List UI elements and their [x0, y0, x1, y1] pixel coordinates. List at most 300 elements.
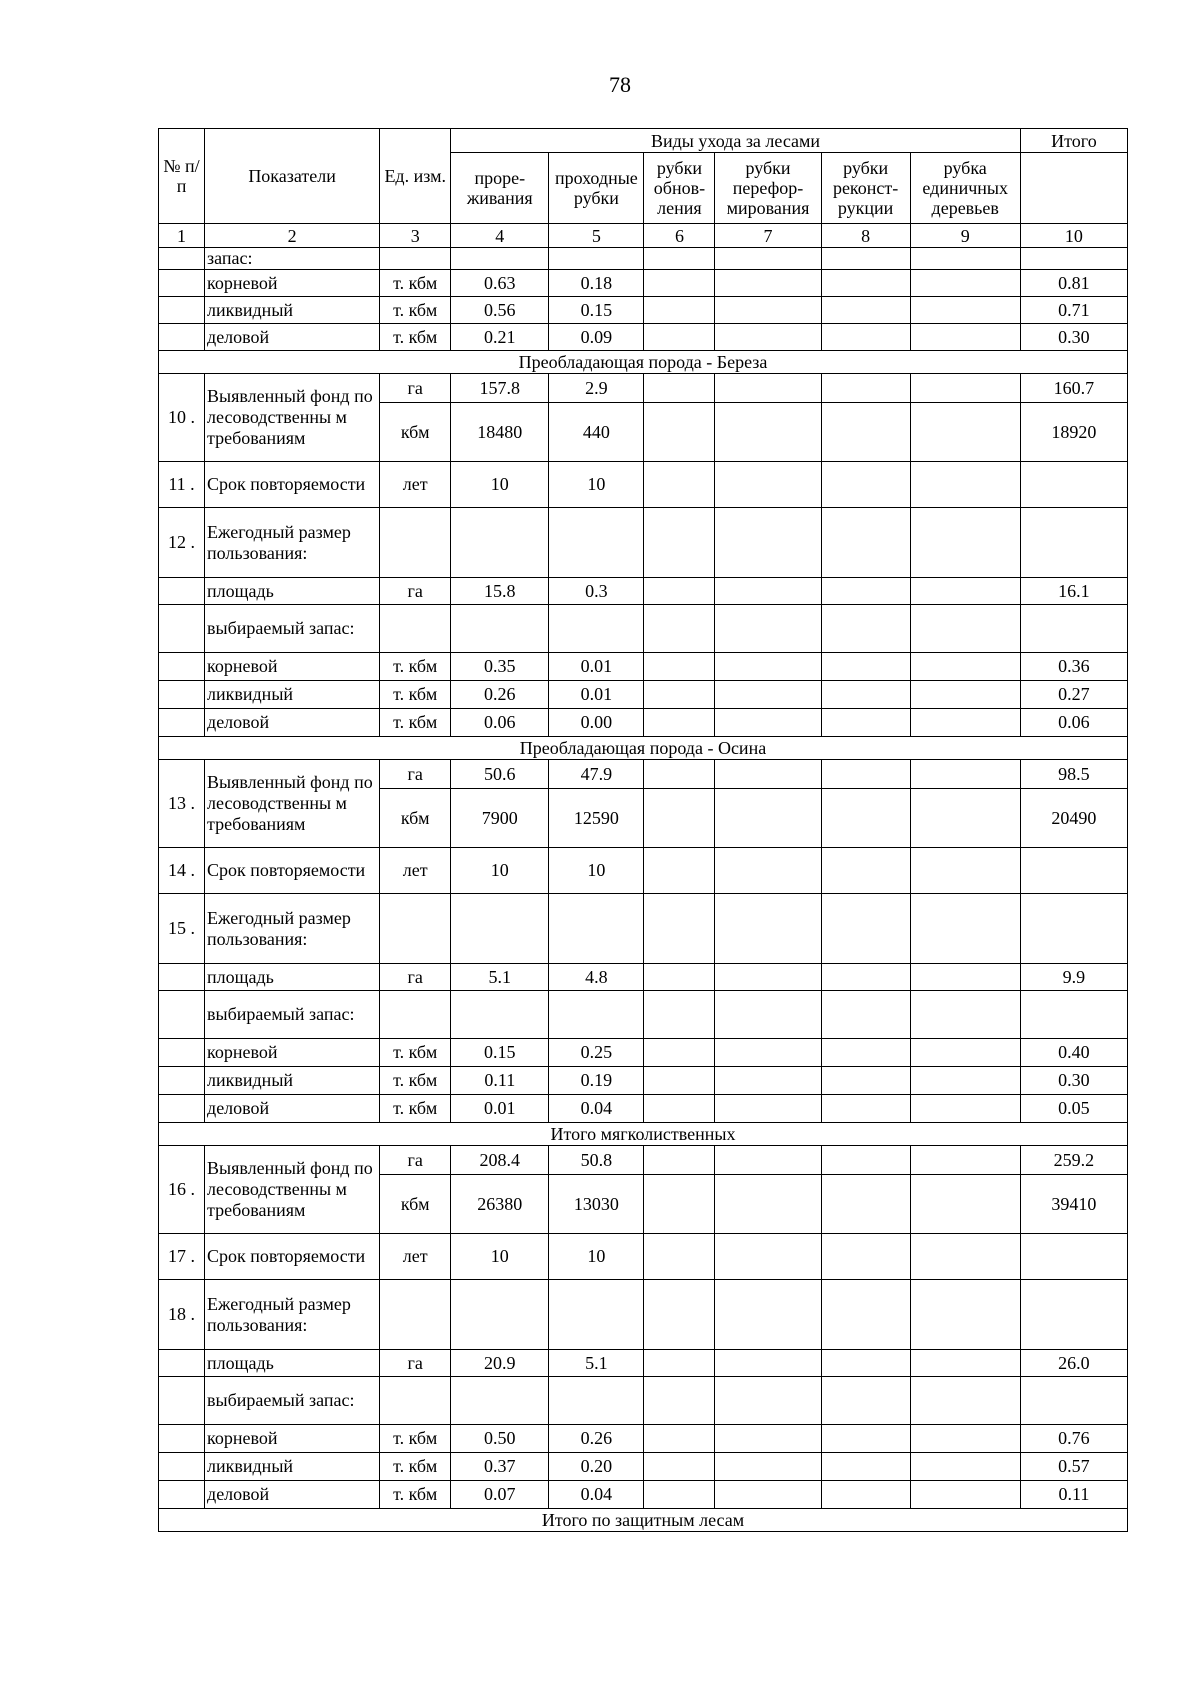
row-number-cell: 12 . — [159, 508, 205, 578]
empty-cell — [715, 848, 821, 894]
empty-cell — [644, 653, 715, 681]
value-passage-cutting: 47.9 — [549, 760, 644, 789]
header-type-1 — [451, 153, 549, 224]
empty-cell — [644, 1095, 715, 1123]
value-passage-cutting: 2.9 — [549, 374, 644, 403]
header-type-line: проходные — [554, 168, 638, 188]
unit-cell: т. кбм — [380, 653, 451, 681]
value-passage-cutting: 5.1 — [549, 1350, 644, 1377]
row-number-cell — [159, 964, 205, 991]
empty-cell — [821, 1280, 910, 1350]
empty-cell — [910, 653, 1020, 681]
header-type-line: рубка — [943, 158, 987, 178]
indicator-label: деловой — [205, 1095, 380, 1123]
empty-cell — [1020, 894, 1127, 964]
empty-cell — [821, 681, 910, 709]
unit-cell: т. кбм — [380, 1039, 451, 1067]
empty-cell — [910, 1377, 1020, 1425]
empty-cell — [644, 681, 715, 709]
column-number: 1 — [159, 224, 205, 248]
table-row — [159, 709, 1128, 737]
table-row — [159, 1123, 1128, 1146]
empty-cell — [644, 578, 715, 605]
value-total: 9.9 — [1020, 964, 1127, 991]
empty-cell — [644, 1280, 715, 1350]
empty-cell — [549, 1280, 644, 1350]
column-number: 6 — [644, 224, 715, 248]
empty-cell — [644, 1067, 715, 1095]
empty-cell — [715, 248, 821, 270]
unit-cell: га — [380, 578, 451, 605]
table-row — [159, 248, 1128, 270]
empty-cell — [644, 374, 715, 403]
header-type-2 — [549, 153, 644, 224]
empty-cell — [910, 1067, 1020, 1095]
empty-cell — [910, 1425, 1020, 1453]
empty-cell — [1020, 508, 1127, 578]
header-type-line: единичных — [922, 178, 1009, 198]
empty-cell — [715, 1234, 821, 1280]
value-thinning: 18480 — [451, 403, 549, 462]
unit-cell: лет — [380, 462, 451, 508]
unit-cell: т. кбм — [380, 1453, 451, 1481]
value-total: 0.06 — [1020, 709, 1127, 737]
empty-cell — [451, 605, 549, 653]
empty-cell — [715, 324, 821, 351]
header-type-line: мирования — [726, 198, 810, 218]
value-passage-cutting: 50.8 — [549, 1146, 644, 1175]
empty-cell — [1020, 1234, 1127, 1280]
indicator-label: площадь — [205, 1350, 380, 1377]
header-type-6 — [910, 153, 1020, 224]
indicator-label: ликвидный — [205, 297, 380, 324]
value-total: 39410 — [1020, 1175, 1127, 1234]
empty-cell — [715, 1453, 821, 1481]
column-number: 5 — [549, 224, 644, 248]
empty-cell — [715, 789, 821, 848]
value-passage-cutting: 4.8 — [549, 964, 644, 991]
row-number-cell — [159, 1425, 205, 1453]
empty-cell — [451, 991, 549, 1039]
unit-cell: т. кбм — [380, 1095, 451, 1123]
empty-cell — [910, 991, 1020, 1039]
empty-cell — [910, 789, 1020, 848]
value-thinning: 5.1 — [451, 964, 549, 991]
table-row — [159, 991, 1128, 1039]
empty-cell — [644, 1146, 715, 1175]
table-row — [159, 270, 1128, 297]
empty-cell — [821, 1481, 910, 1509]
unit-cell: кбм — [380, 1175, 451, 1234]
empty-cell — [715, 403, 821, 462]
value-thinning: 0.63 — [451, 270, 549, 297]
value-thinning: 10 — [451, 462, 549, 508]
value-total: 0.11 — [1020, 1481, 1127, 1509]
empty-cell — [821, 1039, 910, 1067]
header-total: Итого — [1020, 129, 1127, 153]
indicator-label: Срок повторяемости — [205, 1234, 380, 1280]
value-passage-cutting: 10 — [549, 462, 644, 508]
empty-cell — [451, 508, 549, 578]
empty-cell — [910, 1095, 1020, 1123]
indicator-label: площадь — [205, 964, 380, 991]
section-title: Преобладающая порода - Осина — [159, 737, 1128, 760]
empty-cell — [821, 403, 910, 462]
value-total: 0.30 — [1020, 324, 1127, 351]
indicator-label: Выявленный фонд по лесоводственны м требованиям — [205, 374, 380, 462]
row-number-cell: 15 . — [159, 894, 205, 964]
empty-cell — [715, 1377, 821, 1425]
unit-cell: т. кбм — [380, 270, 451, 297]
table-row — [159, 508, 1128, 578]
row-number-cell — [159, 681, 205, 709]
value-thinning: 10 — [451, 1234, 549, 1280]
empty-cell — [644, 789, 715, 848]
empty-cell — [644, 1039, 715, 1067]
column-number: 9 — [910, 224, 1020, 248]
empty-cell — [821, 297, 910, 324]
unit-cell: кбм — [380, 789, 451, 848]
header-indicators: Показатели — [205, 129, 380, 224]
header-type-line: ления — [657, 198, 702, 218]
indicator-label: Ежегодный размер пользования: — [205, 1280, 380, 1350]
indicator-label: Срок повторяемости — [205, 462, 380, 508]
indicator-label: корневой — [205, 1425, 380, 1453]
empty-cell — [380, 991, 451, 1039]
empty-cell — [821, 709, 910, 737]
unit-cell: га — [380, 374, 451, 403]
header-type-line: деревьев — [931, 198, 999, 218]
empty-cell — [644, 270, 715, 297]
table-row — [159, 1234, 1128, 1280]
empty-cell — [910, 1234, 1020, 1280]
value-passage-cutting: 0.00 — [549, 709, 644, 737]
empty-cell — [715, 270, 821, 297]
empty-cell — [821, 1146, 910, 1175]
section-title: Итого по защитным лесам — [159, 1509, 1128, 1532]
value-thinning: 15.8 — [451, 578, 549, 605]
empty-cell — [910, 270, 1020, 297]
indicator-label: корневой — [205, 653, 380, 681]
empty-cell — [644, 297, 715, 324]
header-type-line: рукции — [837, 198, 894, 218]
indicator-label: ликвидный — [205, 1453, 380, 1481]
empty-cell — [715, 991, 821, 1039]
empty-cell — [644, 1175, 715, 1234]
empty-cell — [549, 1377, 644, 1425]
value-thinning: 0.01 — [451, 1095, 549, 1123]
empty-cell — [644, 605, 715, 653]
empty-cell — [380, 894, 451, 964]
empty-cell — [644, 760, 715, 789]
column-number: 4 — [451, 224, 549, 248]
empty-cell — [910, 894, 1020, 964]
table-row — [159, 578, 1128, 605]
empty-cell — [821, 760, 910, 789]
empty-cell — [821, 1175, 910, 1234]
empty-cell — [910, 1039, 1020, 1067]
section-title: Итого мягколиственных — [159, 1123, 1128, 1146]
value-thinning: 0.11 — [451, 1067, 549, 1095]
empty-cell — [821, 1453, 910, 1481]
indicator-label: корневой — [205, 270, 380, 297]
empty-cell — [715, 297, 821, 324]
table-row — [159, 374, 1128, 403]
table-row — [159, 1039, 1128, 1067]
row-number-cell — [159, 1453, 205, 1481]
row-number-cell — [159, 1095, 205, 1123]
table-row — [159, 1509, 1128, 1532]
table-row — [159, 894, 1128, 964]
row-number-cell: 16 . — [159, 1146, 205, 1234]
empty-cell — [644, 324, 715, 351]
value-thinning: 0.21 — [451, 324, 549, 351]
empty-cell — [910, 1453, 1020, 1481]
empty-cell — [715, 1067, 821, 1095]
value-total: 98.5 — [1020, 760, 1127, 789]
indicator-label: Ежегодный размер пользования: — [205, 894, 380, 964]
empty-cell — [821, 324, 910, 351]
value-passage-cutting: 0.01 — [549, 681, 644, 709]
indicator-label: корневой — [205, 1039, 380, 1067]
empty-cell — [549, 991, 644, 1039]
value-passage-cutting: 440 — [549, 403, 644, 462]
empty-cell — [380, 248, 451, 270]
empty-cell — [910, 248, 1020, 270]
table-row — [159, 1425, 1128, 1453]
row-number-cell: 14 . — [159, 848, 205, 894]
indicator-label: ликвидный — [205, 681, 380, 709]
value-thinning: 0.35 — [451, 653, 549, 681]
empty-cell — [380, 605, 451, 653]
row-number-cell: 18 . — [159, 1280, 205, 1350]
header-type-line: перефор- — [732, 178, 804, 198]
row-number-cell — [159, 1067, 205, 1095]
value-total: 0.05 — [1020, 1095, 1127, 1123]
header-type-line: живания — [466, 188, 533, 208]
value-thinning: 20.9 — [451, 1350, 549, 1377]
value-total: 160.7 — [1020, 374, 1127, 403]
header-total-blank — [1020, 153, 1127, 224]
empty-cell — [715, 462, 821, 508]
table-row — [159, 1350, 1128, 1377]
row-number-cell: 11 . — [159, 462, 205, 508]
indicator-label: Срок повторяемости — [205, 848, 380, 894]
empty-cell — [380, 508, 451, 578]
empty-cell — [380, 1377, 451, 1425]
empty-cell — [1020, 462, 1127, 508]
section-title: Преобладающая порода - Береза — [159, 351, 1128, 374]
empty-cell — [910, 297, 1020, 324]
value-thinning: 0.15 — [451, 1039, 549, 1067]
empty-cell — [821, 248, 910, 270]
value-thinning: 50.6 — [451, 760, 549, 789]
empty-cell — [910, 1280, 1020, 1350]
empty-cell — [910, 964, 1020, 991]
empty-cell — [910, 605, 1020, 653]
empty-cell — [644, 248, 715, 270]
empty-cell — [715, 1481, 821, 1509]
value-passage-cutting: 0.18 — [549, 270, 644, 297]
unit-cell: т. кбм — [380, 1425, 451, 1453]
row-number-cell — [159, 578, 205, 605]
header-type-3 — [644, 153, 715, 224]
empty-cell — [644, 964, 715, 991]
empty-cell — [821, 1067, 910, 1095]
table-row — [159, 1377, 1128, 1425]
row-number-cell — [159, 1039, 205, 1067]
value-total: 26.0 — [1020, 1350, 1127, 1377]
value-thinning: 10 — [451, 848, 549, 894]
empty-cell — [910, 709, 1020, 737]
empty-cell — [910, 374, 1020, 403]
unit-cell: га — [380, 760, 451, 789]
value-total: 0.57 — [1020, 1453, 1127, 1481]
empty-cell — [644, 1453, 715, 1481]
row-number-cell — [159, 709, 205, 737]
table-row — [159, 324, 1128, 351]
empty-cell — [644, 1350, 715, 1377]
empty-cell — [549, 248, 644, 270]
value-total: 259.2 — [1020, 1146, 1127, 1175]
empty-cell — [644, 709, 715, 737]
unit-cell: т. кбм — [380, 709, 451, 737]
unit-cell: лет — [380, 1234, 451, 1280]
empty-cell — [451, 248, 549, 270]
value-total: 20490 — [1020, 789, 1127, 848]
empty-cell — [821, 1095, 910, 1123]
header-unit: Ед. изм. — [380, 129, 451, 224]
empty-cell — [1020, 248, 1127, 270]
empty-cell — [821, 270, 910, 297]
empty-cell — [821, 508, 910, 578]
table-row — [159, 681, 1128, 709]
value-thinning: 0.37 — [451, 1453, 549, 1481]
empty-cell — [821, 894, 910, 964]
empty-cell — [821, 1350, 910, 1377]
empty-cell — [549, 894, 644, 964]
value-thinning: 0.56 — [451, 297, 549, 324]
empty-cell — [451, 1377, 549, 1425]
row-number-cell — [159, 1350, 205, 1377]
indicator-label: выбираемый запас: — [205, 991, 380, 1039]
indicator-label: Ежегодный размер пользования: — [205, 508, 380, 578]
table-row — [159, 1095, 1128, 1123]
value-passage-cutting: 0.25 — [549, 1039, 644, 1067]
header-care-types: Виды ухода за лесами — [451, 129, 1021, 153]
row-number-cell — [159, 297, 205, 324]
table-row — [159, 848, 1128, 894]
indicator-label: выбираемый запас: — [205, 605, 380, 653]
value-passage-cutting: 10 — [549, 848, 644, 894]
empty-cell — [715, 964, 821, 991]
column-number: 8 — [821, 224, 910, 248]
empty-cell — [910, 324, 1020, 351]
value-thinning: 208.4 — [451, 1146, 549, 1175]
empty-cell — [549, 508, 644, 578]
empty-cell — [644, 508, 715, 578]
unit-cell: га — [380, 1350, 451, 1377]
header-type-line: рубки — [843, 158, 889, 178]
row-number-cell — [159, 653, 205, 681]
empty-cell — [644, 1377, 715, 1425]
empty-cell — [910, 848, 1020, 894]
page-number: 78 — [609, 72, 631, 97]
column-number: 3 — [380, 224, 451, 248]
empty-cell — [821, 1377, 910, 1425]
value-passage-cutting: 0.01 — [549, 653, 644, 681]
empty-cell — [821, 605, 910, 653]
value-total: 18920 — [1020, 403, 1127, 462]
indicator-label: выбираемый запас: — [205, 1377, 380, 1425]
empty-cell — [1020, 1280, 1127, 1350]
table-row — [159, 297, 1128, 324]
empty-cell — [821, 1234, 910, 1280]
table-row — [159, 760, 1128, 789]
value-passage-cutting: 0.3 — [549, 578, 644, 605]
empty-cell — [644, 894, 715, 964]
empty-cell — [715, 1350, 821, 1377]
value-total: 0.30 — [1020, 1067, 1127, 1095]
value-total: 0.81 — [1020, 270, 1127, 297]
table-row — [159, 605, 1128, 653]
header-type-line: обнов- — [653, 178, 706, 198]
unit-cell: лет — [380, 848, 451, 894]
empty-cell — [821, 374, 910, 403]
row-number-cell: 13 . — [159, 760, 205, 848]
empty-cell — [644, 991, 715, 1039]
empty-cell — [451, 894, 549, 964]
indicator-label: Выявленный фонд по лесоводственны м требованиям — [205, 760, 380, 848]
empty-cell — [910, 508, 1020, 578]
header-type-line: рубки — [745, 158, 791, 178]
value-passage-cutting: 0.04 — [549, 1095, 644, 1123]
empty-cell — [821, 1425, 910, 1453]
row-number-cell — [159, 605, 205, 653]
indicator-label: деловой — [205, 709, 380, 737]
row-number-cell: 10 . — [159, 374, 205, 462]
empty-cell — [821, 578, 910, 605]
empty-cell — [644, 403, 715, 462]
row-number-cell — [159, 1481, 205, 1509]
value-passage-cutting: 10 — [549, 1234, 644, 1280]
empty-cell — [910, 462, 1020, 508]
table-row — [159, 1280, 1128, 1350]
empty-cell — [715, 709, 821, 737]
empty-cell — [821, 653, 910, 681]
value-thinning: 26380 — [451, 1175, 549, 1234]
empty-cell — [715, 760, 821, 789]
table-row — [159, 1453, 1128, 1481]
column-number: 2 — [205, 224, 380, 248]
value-passage-cutting: 0.09 — [549, 324, 644, 351]
empty-cell — [821, 789, 910, 848]
indicator-label: Выявленный фонд по лесоводственны м требованиям — [205, 1146, 380, 1234]
row-number-cell — [159, 991, 205, 1039]
row-number-cell — [159, 1377, 205, 1425]
unit-cell: т. кбм — [380, 297, 451, 324]
header-type-line: рубки — [573, 188, 619, 208]
empty-cell — [821, 848, 910, 894]
indicator-label: запас: — [205, 248, 380, 270]
empty-cell — [910, 681, 1020, 709]
column-number: 10 — [1020, 224, 1127, 248]
empty-cell — [715, 681, 821, 709]
value-passage-cutting: 12590 — [549, 789, 644, 848]
value-total: 0.40 — [1020, 1039, 1127, 1067]
empty-cell — [715, 1146, 821, 1175]
value-passage-cutting: 0.19 — [549, 1067, 644, 1095]
